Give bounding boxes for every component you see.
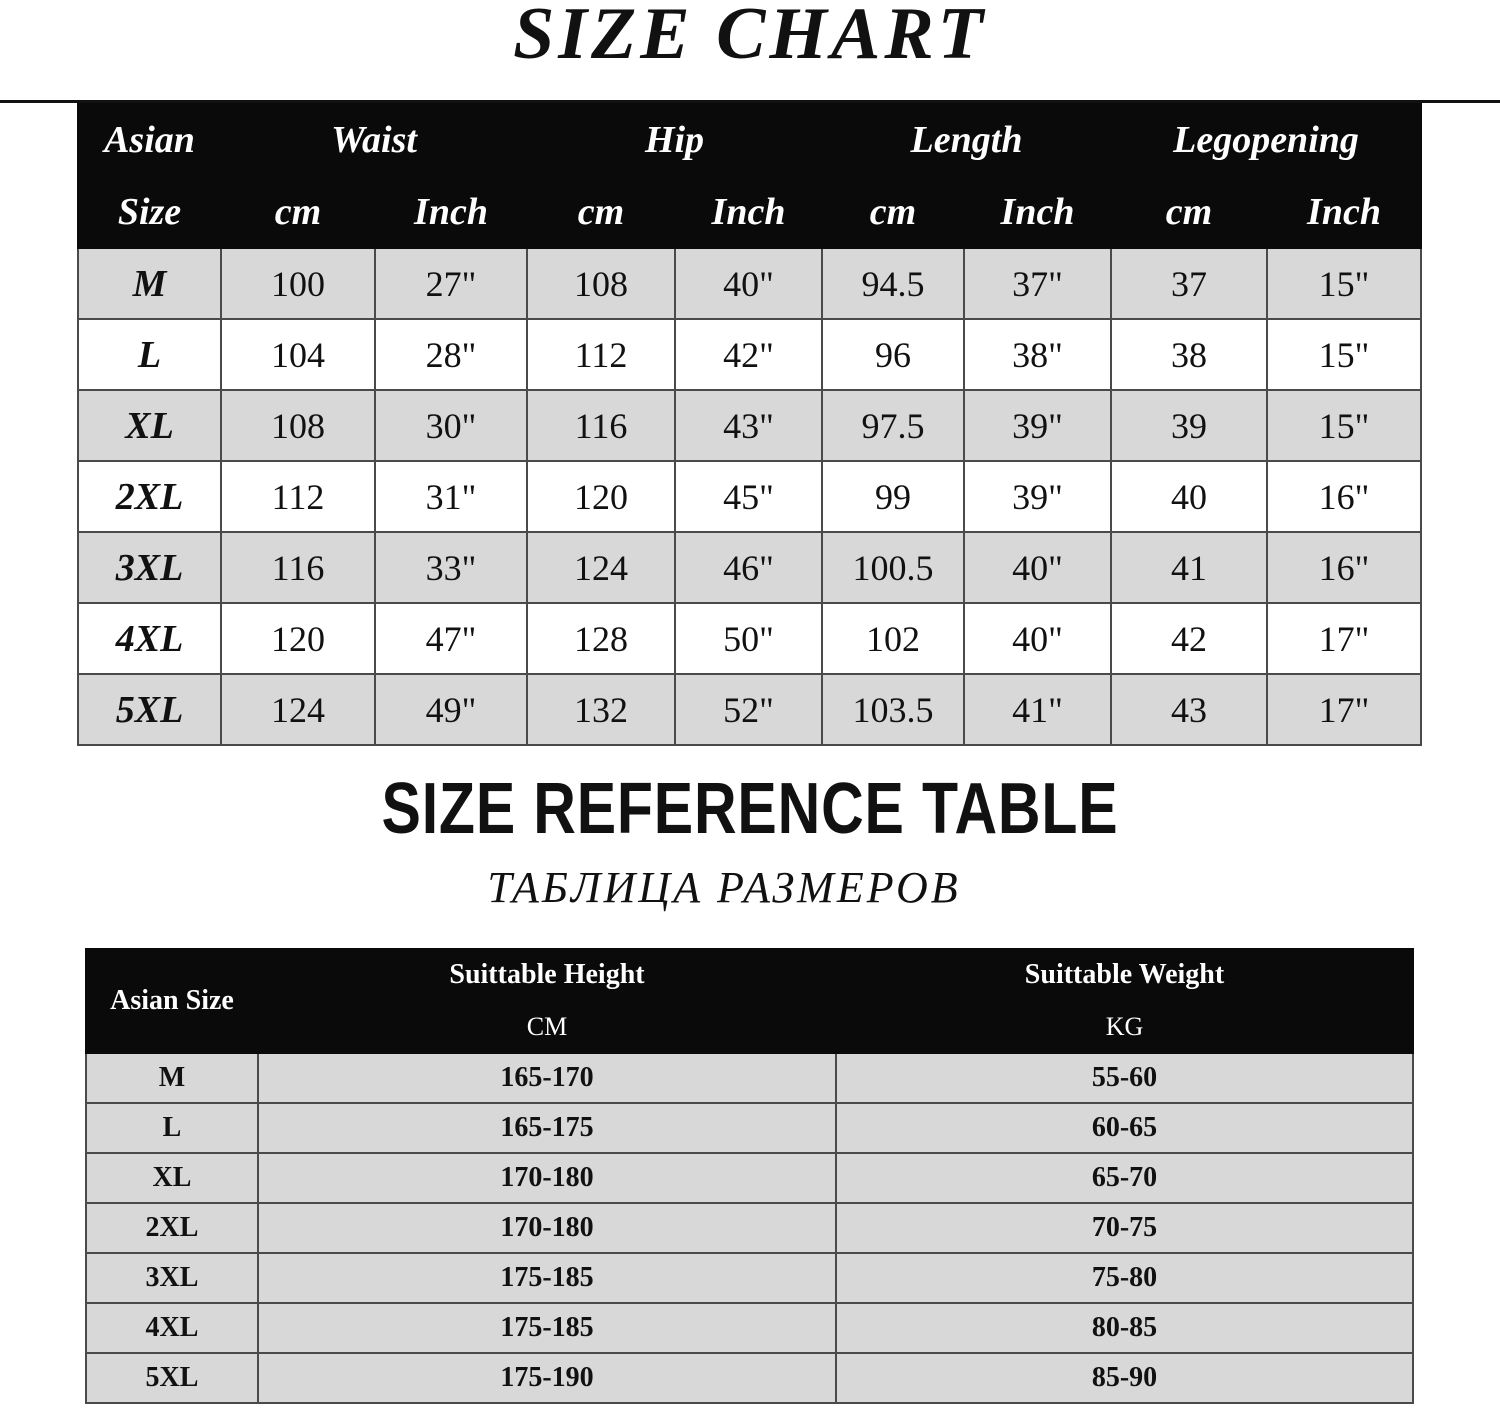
header-legopening: Legopening: [1111, 104, 1421, 176]
unit-header: Inch: [375, 176, 527, 248]
table-row: [78, 461, 1421, 532]
height-cell: 175-190: [258, 1353, 836, 1403]
table-row: [78, 319, 1421, 390]
size-cell: L: [78, 319, 221, 390]
chart-header-row-groups: [78, 104, 1421, 176]
measurement-cell: 102: [822, 603, 964, 674]
measurement-cell: 112: [221, 461, 375, 532]
header-suitable-height: Suittable Height: [258, 949, 836, 1001]
measurement-cell: 120: [527, 461, 675, 532]
measurement-cell: 120: [221, 603, 375, 674]
measurement-cell: 39": [964, 390, 1111, 461]
header-asian-size: Asian Size: [86, 949, 258, 1053]
table-row: [86, 1103, 1413, 1153]
chart-header-row-units: [78, 176, 1421, 248]
table-row: [86, 1253, 1413, 1303]
measurement-cell: 116: [221, 532, 375, 603]
size-cell: L: [86, 1103, 258, 1153]
size-chart-table: [77, 103, 1422, 746]
weight-cell: 65-70: [836, 1153, 1413, 1203]
measurement-cell: 108: [527, 248, 675, 319]
size-cell: 4XL: [78, 603, 221, 674]
size-reference-table: [85, 948, 1414, 1404]
size-cell: XL: [78, 390, 221, 461]
measurement-cell: 97.5: [822, 390, 964, 461]
weight-cell: 80-85: [836, 1303, 1413, 1353]
measurement-cell: 104: [221, 319, 375, 390]
measurement-cell: 124: [221, 674, 375, 745]
measurement-cell: 124: [527, 532, 675, 603]
measurement-cell: 38": [964, 319, 1111, 390]
height-cell: 170-180: [258, 1153, 836, 1203]
table-row: [78, 532, 1421, 603]
reference-unit-row: [86, 1001, 1413, 1053]
measurement-cell: 30": [375, 390, 527, 461]
size-cell: 3XL: [78, 532, 221, 603]
measurement-cell: 132: [527, 674, 675, 745]
unit-header: Inch: [964, 176, 1111, 248]
measurement-cell: 100.5: [822, 532, 964, 603]
table-row: [78, 390, 1421, 461]
unit-header: cm: [527, 176, 675, 248]
measurement-cell: 49": [375, 674, 527, 745]
measurement-cell: 41": [964, 674, 1111, 745]
measurement-cell: 39": [964, 461, 1111, 532]
weight-cell: 75-80: [836, 1253, 1413, 1303]
header-length: Length: [822, 104, 1111, 176]
weight-cell: 70-75: [836, 1203, 1413, 1253]
unit-header: cm: [221, 176, 375, 248]
measurement-cell: 17": [1267, 603, 1421, 674]
size-reference-title-russian: ТАБЛИЦА РАЗМЕРОВ: [487, 863, 961, 912]
table-row: [86, 1353, 1413, 1403]
measurement-cell: 128: [527, 603, 675, 674]
unit-header: cm: [1111, 176, 1267, 248]
header-height-unit: CM: [258, 1001, 836, 1053]
table-row: [86, 1053, 1413, 1103]
table-row: [78, 248, 1421, 319]
header-asian: Asian: [78, 104, 221, 176]
size-reference-title: SIZE REFERENCE TABLE: [381, 769, 1119, 849]
weight-cell: 55-60: [836, 1053, 1413, 1103]
table-row: [86, 1303, 1413, 1353]
weight-cell: 60-65: [836, 1103, 1413, 1153]
header-suitable-weight: Suittable Weight: [836, 949, 1413, 1001]
measurement-cell: 37": [964, 248, 1111, 319]
measurement-cell: 43: [1111, 674, 1267, 745]
header-waist: Waist: [221, 104, 527, 176]
measurement-cell: 108: [221, 390, 375, 461]
size-cell: XL: [86, 1153, 258, 1203]
height-cell: 170-180: [258, 1203, 836, 1253]
size-cell: 4XL: [86, 1303, 258, 1353]
measurement-cell: 15": [1267, 248, 1421, 319]
measurement-cell: 15": [1267, 319, 1421, 390]
measurement-cell: 28": [375, 319, 527, 390]
size-cell: 2XL: [86, 1203, 258, 1253]
measurement-cell: 40": [964, 603, 1111, 674]
measurement-cell: 42": [675, 319, 822, 390]
unit-header: Inch: [1267, 176, 1421, 248]
header-size: Size: [78, 176, 221, 248]
measurement-cell: 99: [822, 461, 964, 532]
measurement-cell: 16": [1267, 532, 1421, 603]
header-hip: Hip: [527, 104, 822, 176]
header-weight-unit: KG: [836, 1001, 1413, 1053]
table-row: [78, 674, 1421, 745]
measurement-cell: 42: [1111, 603, 1267, 674]
measurement-cell: 15": [1267, 390, 1421, 461]
measurement-cell: 31": [375, 461, 527, 532]
size-chart-title: SIZE CHART: [513, 0, 987, 75]
size-cell: M: [78, 248, 221, 319]
weight-cell: 85-90: [836, 1353, 1413, 1403]
table-row: [86, 1203, 1413, 1253]
size-cell: 5XL: [78, 674, 221, 745]
measurement-cell: 16": [1267, 461, 1421, 532]
measurement-cell: 17": [1267, 674, 1421, 745]
measurement-cell: 41: [1111, 532, 1267, 603]
table-row: [86, 1153, 1413, 1203]
measurement-cell: 38: [1111, 319, 1267, 390]
measurement-cell: 39: [1111, 390, 1267, 461]
measurement-cell: 40: [1111, 461, 1267, 532]
measurement-cell: 52": [675, 674, 822, 745]
measurement-cell: 33": [375, 532, 527, 603]
measurement-cell: 40": [964, 532, 1111, 603]
height-cell: 165-170: [258, 1053, 836, 1103]
measurement-cell: 46": [675, 532, 822, 603]
measurement-cell: 50": [675, 603, 822, 674]
reference-header-row: [86, 949, 1413, 1001]
size-cell: 5XL: [86, 1353, 258, 1403]
measurement-cell: 27": [375, 248, 527, 319]
measurement-cell: 45": [675, 461, 822, 532]
measurement-cell: 47": [375, 603, 527, 674]
table-row: [78, 603, 1421, 674]
size-cell: 3XL: [86, 1253, 258, 1303]
size-cell: 2XL: [78, 461, 221, 532]
size-cell: M: [86, 1053, 258, 1103]
measurement-cell: 43": [675, 390, 822, 461]
measurement-cell: 112: [527, 319, 675, 390]
measurement-cell: 116: [527, 390, 675, 461]
measurement-cell: 40": [675, 248, 822, 319]
measurement-cell: 103.5: [822, 674, 964, 745]
measurement-cell: 96: [822, 319, 964, 390]
measurement-cell: 94.5: [822, 248, 964, 319]
height-cell: 175-185: [258, 1303, 836, 1353]
measurement-cell: 100: [221, 248, 375, 319]
measurement-cell: 37: [1111, 248, 1267, 319]
unit-header: cm: [822, 176, 964, 248]
height-cell: 165-175: [258, 1103, 836, 1153]
unit-header: Inch: [675, 176, 822, 248]
height-cell: 175-185: [258, 1253, 836, 1303]
